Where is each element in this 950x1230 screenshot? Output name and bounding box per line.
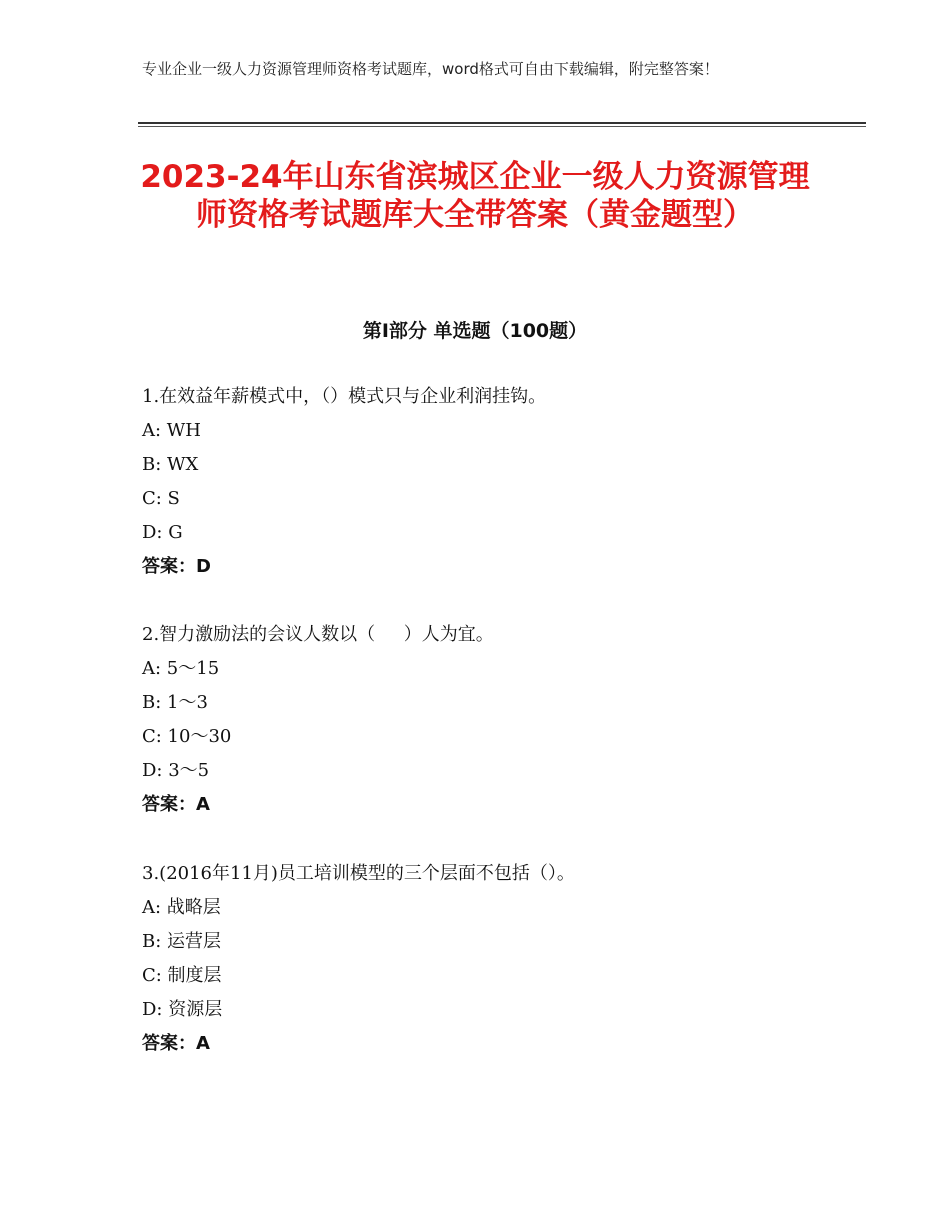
option-d: D: 资源层 xyxy=(142,999,223,1020)
option-b: B: 运营层 xyxy=(142,931,222,952)
answer: 答案：A xyxy=(142,794,210,815)
question-stem: 3.(2016年11月)员工培训模型的三个层面不包括（）。 xyxy=(142,863,575,884)
option-c: C: S xyxy=(142,488,180,509)
option-a: A: WH xyxy=(142,420,201,441)
option-d: D: G xyxy=(142,522,183,543)
document-title: 2023-24年山东省滨城区企业一级人力资源管理师资格考试题库大全带答案（黄金题型） xyxy=(140,159,810,233)
question-2 xyxy=(142,618,822,822)
header-note: 专业企业一级人力资源管理师资格考试题库，word格式可自由下载编辑，附完整答案！ xyxy=(142,60,719,78)
answer: 答案：D xyxy=(142,556,211,577)
header-rule-thick xyxy=(138,122,866,124)
header-rule-thin xyxy=(138,126,866,127)
option-a: A: 战略层 xyxy=(142,897,221,918)
question-stem: 2.智力激励法的会议人数以（ ）人为宜。 xyxy=(142,624,494,645)
question-stem: 1.在效益年薪模式中，（）模式只与企业利润挂钩。 xyxy=(142,386,547,407)
answer: 答案：A xyxy=(142,1033,210,1054)
option-a: A: 5～15 xyxy=(142,658,220,679)
option-d: D: 3～5 xyxy=(142,760,210,781)
option-c: C: 制度层 xyxy=(142,965,222,986)
option-c: C: 10～30 xyxy=(142,726,232,747)
section-title: 第Ⅰ部分 单选题（100题） xyxy=(362,320,588,342)
question-1 xyxy=(142,380,822,584)
option-b: B: 1～3 xyxy=(142,692,208,713)
option-b: B: WX xyxy=(142,454,199,475)
question-3 xyxy=(142,857,822,1061)
